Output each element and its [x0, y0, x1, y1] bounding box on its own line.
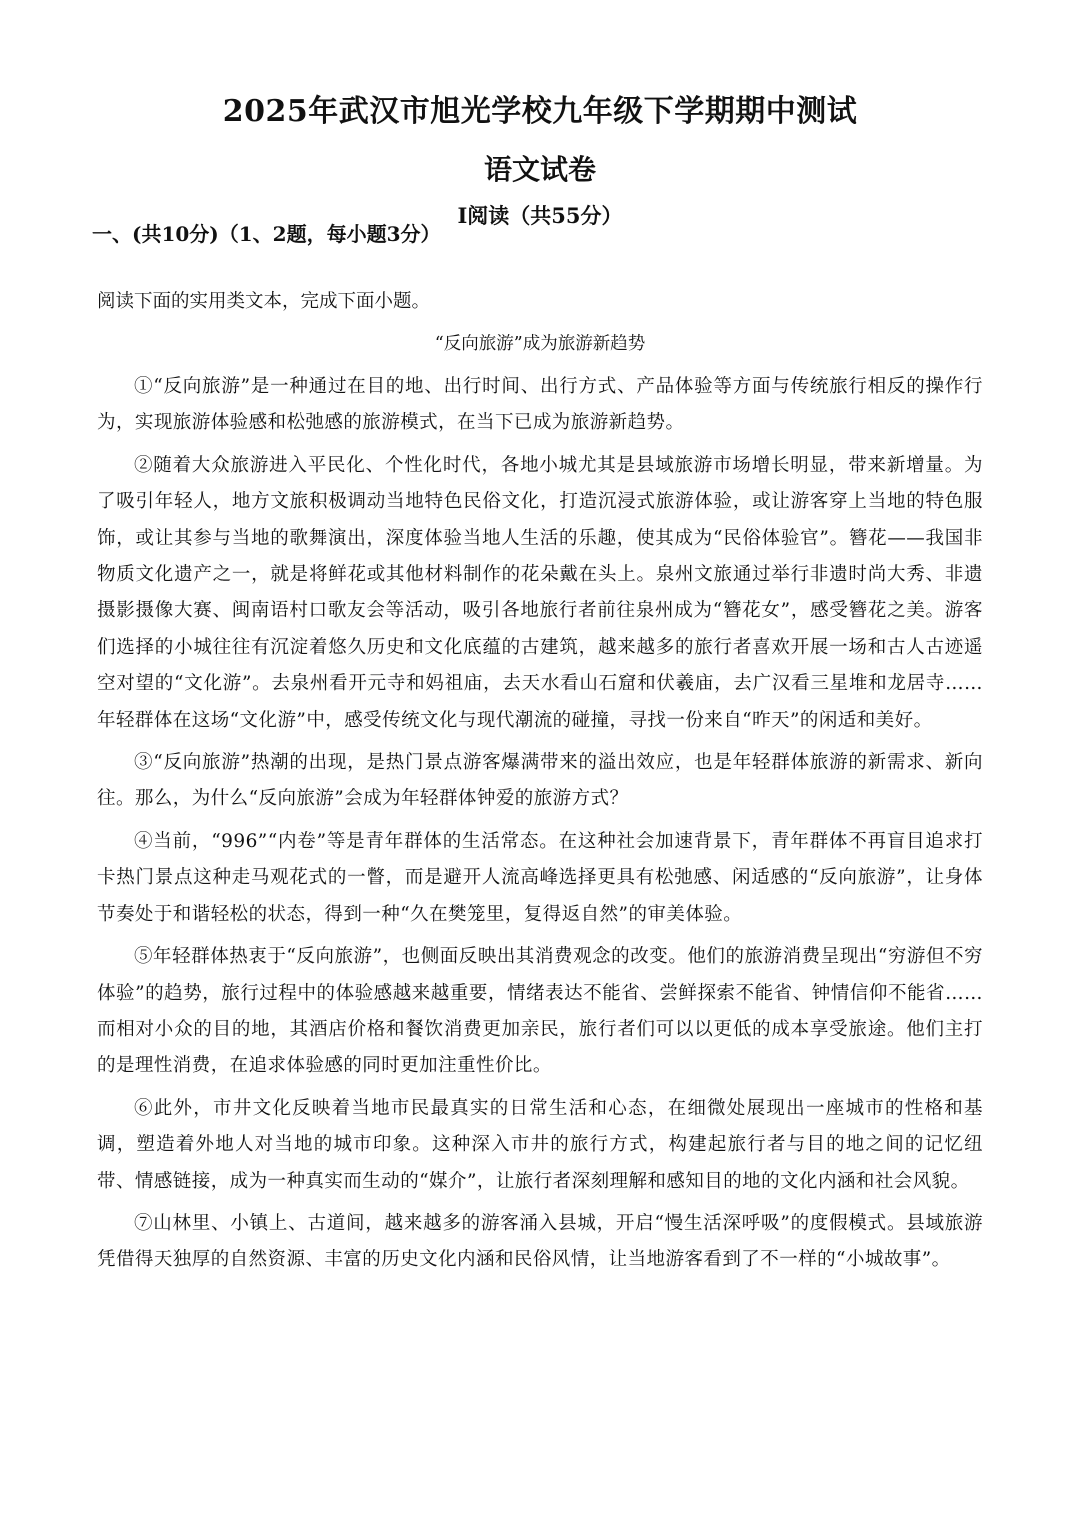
- paragraph-1: ①“反向旅游”是一种通过在目的地、出行时间、出行方式、产品体验等方面与传统旅行相反的操作行为，实现旅游体验感和松弛感的旅游模式，在当下已成为旅游新趋势。: [97, 376, 983, 434]
- article-title: “反向旅游”成为旅游新趋势: [434, 334, 646, 354]
- paragraph-5: ⑤年轻群体热衷于“反向旅游”，也侧面反映出其消费观念的改变。他们的旅游消费呈现出“穷游但不穷体验”的趋势，旅行过程中的体验感越来越重要，情绪表达不能省、尝鲜探索不能省、钟情信仰不能省……而相对小众的目的地，其酒店价格和餐饮消费更加亲民，旅行者们可以以更低的成本享受旅途。他们主打的是理性消费，在追求体验感的同时更加注重性价比。: [97, 946, 983, 1077]
- article-body: [97, 369, 983, 1285]
- section-heading: Ⅰ阅读（共55分）: [457, 203, 623, 228]
- question-header: 一、(共10分)（1、2题，每小题3分）: [92, 222, 441, 246]
- exam-title: 2025年武汉市旭光学校九年级下学期期中测试: [222, 94, 858, 129]
- exam-subtitle: 语文试卷: [483, 153, 596, 186]
- paragraph-6: ⑥此外，市井文化反映着当地市民最真实的日常生活和心态，在细微处展现出一座城市的性格和基调，塑造着外地人对当地的城市印象。这种深入市井的旅行方式，构建起旅行者与目的地之间的记忆纽带、情感链接，成为一种真实而生动的“媒介”，让旅行者深刻理解和感知目的地的文化内涵和社会风貌。: [97, 1097, 983, 1192]
- paragraph-4: ④当前，“996”“内卷”等是青年群体的生活常态。在这种社会加速背景下，青年群体不再盲目追求打卡热门景点这种走马观花式的一瞥，而是避开人流高峰选择更具有松弛感、闲适感的“反向旅游”，让身体节奏处于和谐轻松的状态，得到一种“久在樊笼里，复得返自然”的审美体验。: [97, 830, 983, 925]
- paragraph-7: ⑦山林里、小镇上、古道间，越来越多的游客涌入县城，开启“慢生活深呼吸”的度假模式。县域旅游凭借得天独厚的自然资源、丰富的历史文化内涵和民俗风情，让当地游客看到了不一样的“小城故事”。: [97, 1212, 983, 1271]
- reading-instruction: 阅读下面的实用类文本，完成下面小题。: [97, 291, 431, 312]
- paragraph-3: ③“反向旅游”热潮的出现，是热门景点游客爆满带来的溢出效应，也是年轻群体旅游的新需求、新向往。那么，为什么“反向旅游”会成为年轻群体钟爱的旅游方式？: [97, 752, 983, 810]
- paragraph-2: ②随着大众旅游进入平民化、个性化时代，各地小城尤其是县域旅游市场增长明显，带来新增量。为了吸引年轻人，地方文旅积极调动当地特色民俗文化，打造沉浸式旅游体验，或让游客穿上当地的特色服饰，或让其参与当地的歌舞演出，深度体验当地人生活的乐趣，使其成为“民俗体验官”。簪花——我国非物质文化遗产之一，就是将鲜花或其他材料制作的花朵戴在头上。泉州文旅通过举行非遗时尚大秀、非遗摄影摄像大赛、闽南语村口歌友会等活动，吸引各地旅行者前往泉州成为“簪花女”，感受簪花之美。游客们选择的小城往往有沉淀着悠久历史和文化底蕴的古建筑，越来越多的旅行者喜欢开展一场和古人古迹遥空对望的“文化游”。去泉州看开元寺和妈祖庙，去天水看山石窟和伏羲庙，去广汉看三星堆和龙居寺……年轻群体在这场“文化游”中，感受传统文化与现代潮流的碰撞，寻找一份来自“昨天”的闲适和美好。: [97, 454, 983, 731]
